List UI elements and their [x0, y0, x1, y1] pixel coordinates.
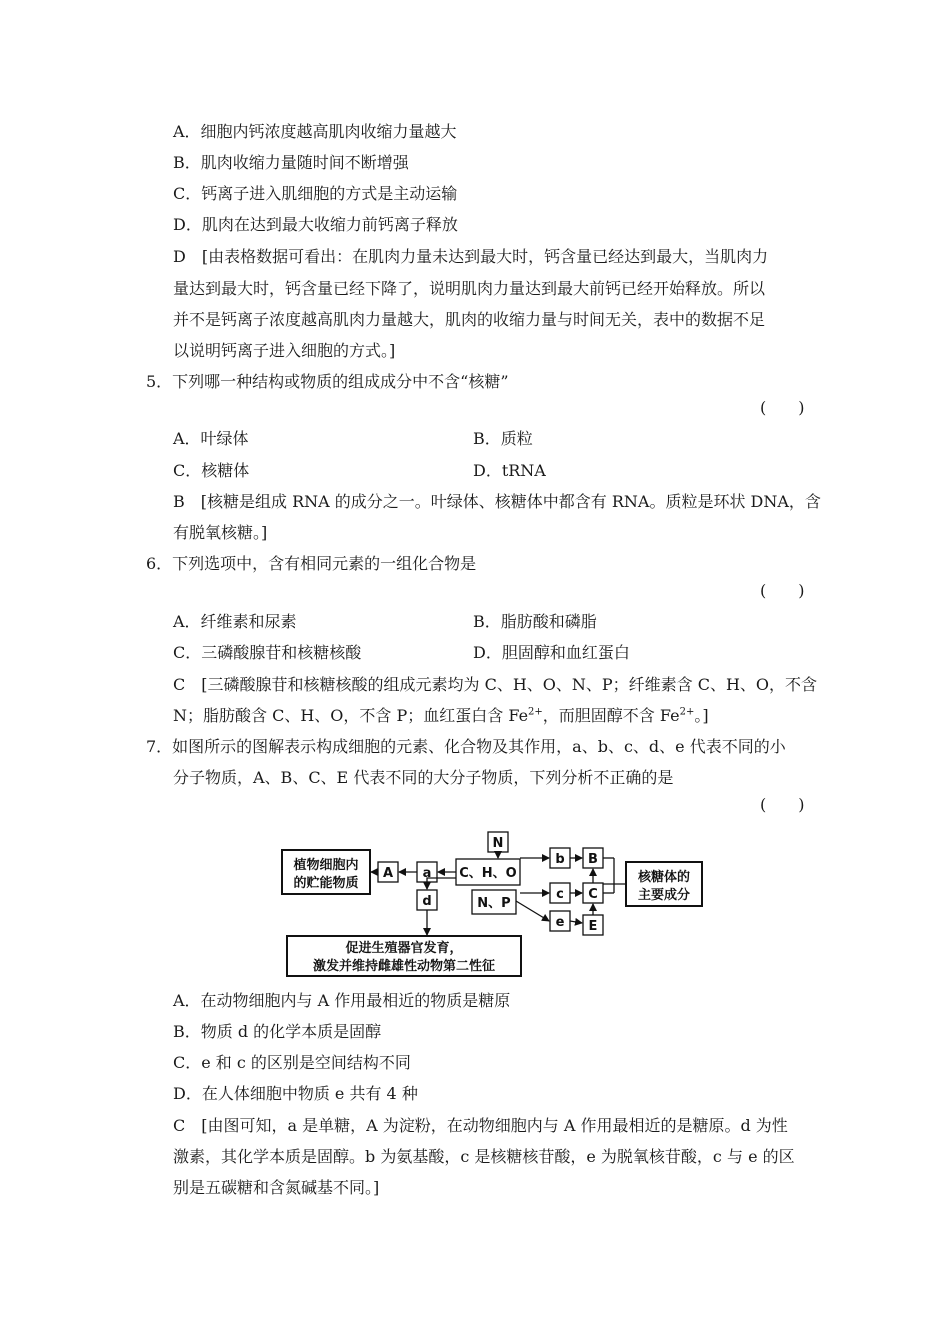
q7-diagram — [270, 822, 710, 984]
q5-option-a: A．叶绿体 — [173, 429, 249, 448]
q7-answer-line1: C [由图可知，a 是单糖，A 为淀粉，在动物细胞内与 A 作用最相近的是糖原。d 为性 — [173, 1116, 788, 1135]
ribosome-label-1: 核糖体的 — [637, 870, 691, 885]
q6-answer-line1: C [三磷酸腺苷和核糖核酸的组成元素均为 C、H、O、N、P；纤维素含 C、H、O，不含 — [173, 675, 818, 694]
q5-answer-paren: ( ) — [760, 398, 805, 417]
label-C: C — [588, 887, 598, 902]
q5-answer-line2: 有脱氧核糖。] — [173, 523, 268, 542]
q5-option-b: B．质粒 — [473, 429, 533, 448]
q4-option-c: C．钙离子进入肌细胞的方式是主动运输 — [173, 184, 458, 203]
label-N: N — [492, 836, 504, 851]
label-CHO: C、H、O — [459, 866, 517, 881]
label-A: A — [382, 866, 394, 881]
q5-option-d: D．tRNA — [473, 461, 546, 480]
q6-option-d: D．胆固醇和血红蛋白 — [473, 643, 630, 662]
q6-answer-part3: 。] — [694, 706, 709, 725]
q4-answer-line2: 量达到最大时，钙含量已经下降了，说明肌肉力量达到最大前钙已经开始释放。所以 — [173, 279, 766, 298]
q6-option-a: A．纤维素和尿素 — [173, 612, 297, 631]
q4-option-a: A．细胞内钙浓度越高肌肉收缩力量越大 — [173, 122, 457, 141]
storage-label-2: 的贮能物质 — [293, 876, 359, 891]
label-E: E — [588, 919, 598, 934]
q7-stem-line2: 分子物质，A、B、C、E 代表不同的大分子物质，下列分析不正确的是 — [173, 768, 674, 787]
q6-stem: 6．下列选项中，含有相同元素的一组化合物是 — [146, 554, 477, 573]
q4-answer-line4: 以说明钙离子进入细胞的方式。] — [173, 341, 396, 360]
q5-answer-line1: B [核糖是组成 RNA 的成分之一。叶绿体、核糖体中都含有 RNA。质粒是环状 DNA，含 — [173, 492, 821, 511]
q7-stem-line1: 7．如图所示的图解表示构成细胞的元素、化合物及其作用，a、b、c、d、e 代表不同的小 — [146, 737, 786, 756]
q7-option-b: B．物质 d 的化学本质是固醇 — [173, 1022, 382, 1041]
q4-option-b: B．肌肉收缩力量随时间不断增强 — [173, 153, 409, 172]
label-NP: N、P — [477, 896, 511, 911]
q7-answer-line2: 激素，其化学本质是固醇。b 为氨基酸，c 是核糖核苷酸，e 为脱氧核苷酸，c 与 e 的区 — [173, 1147, 795, 1166]
storage-label-1: 植物细胞内 — [293, 858, 359, 873]
q7-option-a: A．在动物细胞内与 A 作用最相近的物质是糖原 — [173, 991, 511, 1010]
q5-stem: 5．下列哪一种结构或物质的组成成分中不含“核糖” — [146, 372, 509, 391]
fe-charge-2: 2+ — [679, 706, 695, 718]
q7-answer-line3: 别是五碳糖和含氮碱基不同。] — [173, 1178, 380, 1197]
q6-option-c: C．三磷酸腺苷和核糖核酸 — [173, 643, 362, 662]
q7-option-d: D．在人体细胞中物质 e 共有 4 种 — [173, 1084, 418, 1103]
label-B: B — [588, 852, 598, 867]
q5-option-c: C．核糖体 — [173, 461, 250, 480]
hormone-label-1: 促进生殖器官发育， — [345, 941, 463, 956]
fe-charge-1: 2+ — [528, 706, 543, 718]
hormone-label-2: 激发并维持雌雄性动物第二性征 — [312, 959, 496, 974]
label-d: d — [422, 894, 432, 909]
q4-answer-line3: 并不是钙离子浓度越高肌肉力量越大，肌肉的收缩力量与时间无关，表中的数据不足 — [173, 310, 766, 329]
q6-option-b: B．脂肪酸和磷脂 — [473, 612, 597, 631]
q6-answer-paren: ( ) — [760, 581, 805, 600]
q6-answer-part2: ，而胆固醇不含 Fe — [542, 706, 680, 725]
ribosome-label-2: 主要成分 — [637, 888, 691, 903]
label-c: c — [556, 887, 564, 902]
label-a: a — [422, 866, 432, 881]
q7-answer-paren: ( ) — [760, 795, 805, 814]
q6-answer-line2 — [173, 706, 709, 726]
label-e: e — [555, 915, 565, 930]
q4-option-d: D．肌肉在达到最大收缩力前钙离子释放 — [173, 215, 458, 234]
q6-answer-part1: N；脂肪酸含 C、H、O，不含 P；血红蛋白含 Fe — [173, 706, 529, 725]
q7-option-c: C．e 和 c 的区别是空间结构不同 — [173, 1053, 411, 1072]
q4-answer-line1: D [由表格数据可看出：在肌肉力量未达到最大时，钙含量已经达到最大，当肌肉力 — [173, 247, 769, 266]
label-b: b — [555, 852, 565, 867]
